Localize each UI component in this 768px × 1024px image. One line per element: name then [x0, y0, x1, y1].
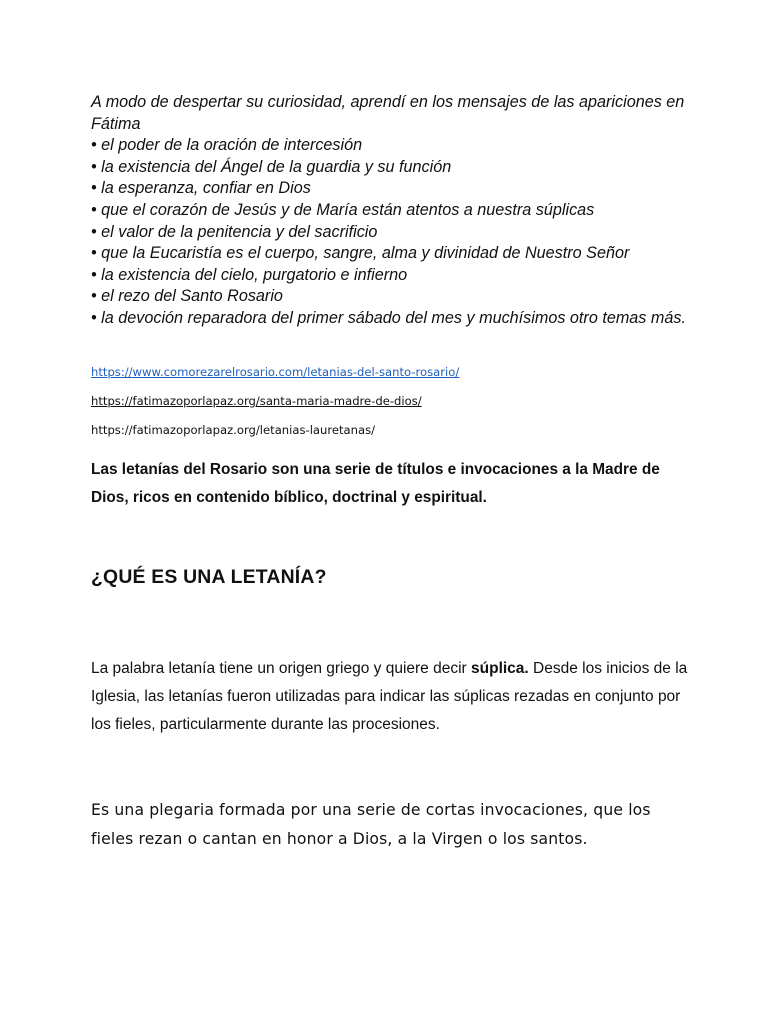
bullet-item: • la existencia del Ángel de la guardia y su función: [91, 157, 452, 176]
intro-bullet-list: [91, 135, 691, 329]
bullet-item: • el rezo del Santo Rosario: [91, 287, 283, 306]
definition-text-start: La palabra letanía tiene un origen griego y quiere decir: [91, 660, 472, 677]
section-heading: ¿QUÉ ES UNA LETANÍA?: [91, 566, 327, 588]
definition-text-end: Desde los inicios de la Iglesia, las letanías fueron utilizadas para indicar las súplicas rezadas en conjunto por los fieles, particularmente durante las procesiones.: [91, 660, 688, 733]
summary-paragraph: Las letanías del Rosario son una serie de títulos e invocaciones a la Madre de Dios, ricos en contenido bíblico, doctrinal y espiritual.: [91, 461, 660, 506]
bullet-item: • que la Eucaristía es el cuerpo, sangre, alma y divinidad de Nuestro Señor: [91, 244, 630, 263]
bullet-item: • el poder de la oración de intercesión: [91, 136, 363, 155]
bullet-item: • el valor de la penitencia y del sacrificio: [91, 222, 378, 241]
intro-block: [91, 92, 691, 330]
intro-lead: A modo de despertar su curiosidad, aprendí en los mensajes de las apariciones en Fátima: [91, 93, 685, 133]
link-comorezarelrosario[interactable]: https://www.comorezarelrosario.com/letanias-del-santo-rosario/: [91, 365, 460, 379]
bullet-item: • la devoción reparadora del primer sábado del mes y muchísimos otro temas más.: [91, 308, 686, 327]
bullet-item: • la existencia del cielo, purgatorio e infierno: [91, 265, 408, 284]
reference-links: [91, 362, 459, 449]
link-santa-maria-madre-de-dios[interactable]: https://fatimazoporlapaz.org/santa-maria-madre-de-dios/: [91, 394, 422, 408]
definition-bold-term: súplica.: [471, 660, 529, 677]
link-letanias-lauretanas[interactable]: https://fatimazoporlapaz.org/letanias-lauretanas/: [91, 423, 376, 437]
definition-paragraph: [91, 655, 691, 739]
prayer-paragraph: Es una plegaria formada por una serie de cortas invocaciones, que los fieles rezan o cantan en honor a Dios, a la Virgen o los santos.: [91, 801, 651, 848]
bullet-item: • que el corazón de Jesús y de María están atentos a nuestra súplicas: [91, 200, 595, 219]
bullet-item: • la esperanza, confiar en Dios: [91, 179, 311, 198]
